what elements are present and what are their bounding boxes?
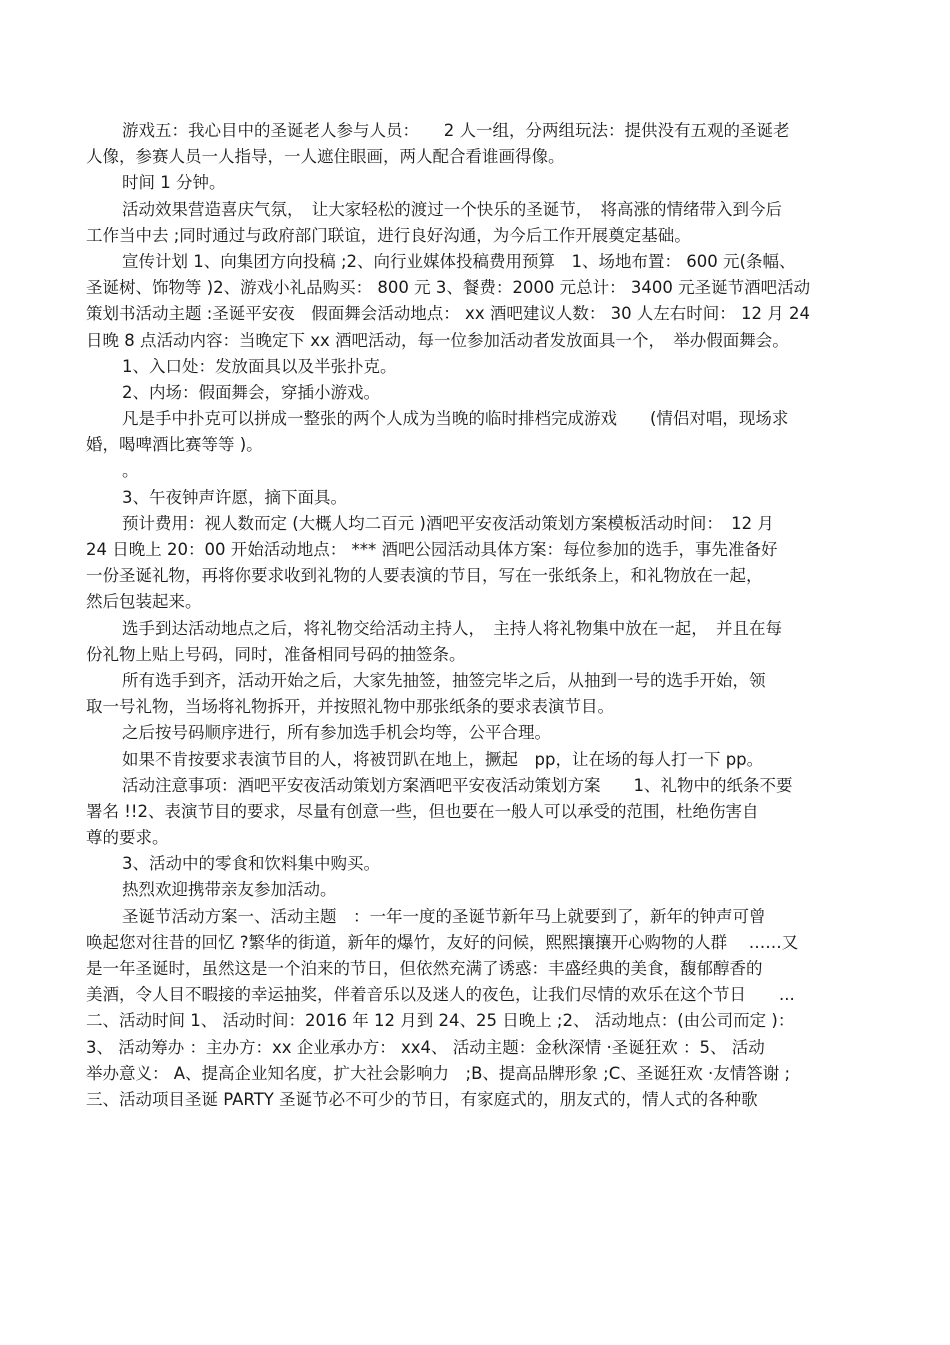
text-line: 1、入口处：发放面具以及半张扑克。: [122, 356, 397, 376]
text-line: 所有选手到齐，活动开始之后，大家先抽签，抽签完毕之后，从抽到一号的选手开始，领: [122, 670, 766, 690]
text-line: 活动效果营造喜庆气氛， 让大家轻松的渡过一个快乐的圣诞节， 将高涨的情绪带入到今后: [122, 199, 782, 219]
text-line: 二、活动时间 1、 活动时间：2016 年 12 月到 24、25 日晚上 ;2、 活动地点：(由公司而定 )：: [86, 1011, 795, 1031]
text-line: 3、 活动筹办 ：主办方：xx 企业承办方： xx4、 活动主题：金秋深情 ·圣诞狂欢 ：5、 活动: [86, 1037, 765, 1057]
text-line: 尊的要求。: [86, 828, 169, 848]
text-line: 时间 1 分钟。: [122, 173, 226, 193]
text-line: 凡是手中扑克可以拼成一整张的两个人成为当晚的临时排档完成游戏 (情侣对唱，现场求: [122, 409, 789, 429]
text-line: 份礼物上贴上号码，同时，准备相同号码的抽签条。: [86, 644, 466, 664]
text-line: 3、午夜钟声许愿，摘下面具。: [122, 487, 347, 507]
text-line: 三、活动项目圣诞 PARTY 圣诞节必不可少的节日，有家庭式的，朋友式的，情人式的各种歌: [86, 1089, 758, 1109]
text-line: 举办意义： A、提高企业知名度，扩大社会影响力 ;B、提高品牌形象 ;C、圣诞狂欢 ·友情答谢 ;: [86, 1063, 791, 1083]
text-line: 宣传计划 1、向集团方向投稿 ;2、向行业媒体投稿费用预算 1、场地布置： 600 元(条幅、: [122, 251, 796, 271]
text-line: 婚，喝啤酒比赛等等 )。: [86, 435, 263, 455]
text-line: 游戏五：我心目中的圣诞老人参与人员： 2 人一组，分两组玩法：提供没有五观的圣诞老: [122, 121, 790, 140]
text-line: 日晚 8 点活动内容：当晚定下 xx 酒吧活动，每一位参加活动者发放面具一个， 举办假面舞会。: [86, 330, 789, 350]
text-line: 3、活动中的零食和饮料集中购买。: [122, 854, 380, 874]
text-line: 工作当中去 ;同时通过与政府部门联谊，进行良好沟通，为今后工作开展奠定基础。: [86, 225, 691, 245]
text-line: 唤起您对往昔的回忆 ?繁华的街道，新年的爆竹，友好的问候，熙熙攘攘开心购物的人群 ……又: [86, 932, 799, 952]
text-line: 圣诞节活动方案一、活动主题 ：一年一度的圣诞节新年马上就要到了，新年的钟声可曾: [122, 906, 766, 926]
text-line: 活动注意事项：酒吧平安夜活动策划方案酒吧平安夜活动策划方案 1、礼物中的纸条不要: [122, 775, 793, 795]
text-line: 热烈欢迎携带亲友参加活动。: [122, 880, 337, 900]
text-line: 然后包装起来。: [86, 592, 202, 612]
document-body: [86, 118, 866, 1113]
text-line: 。: [122, 461, 139, 481]
text-line: 2、内场：假面舞会，穿插小游戏。: [122, 382, 380, 402]
text-line: 人像，参赛人员一人指导，一人遮住眼画，两人配合看谁画得像。: [86, 147, 565, 167]
text-line: 如果不肯按要求表演节目的人，将被罚趴在地上，撅起 pp，让在场的每人打一下 pp。: [122, 749, 764, 769]
text-line: 策划书活动主题 :圣诞平安夜 假面舞会活动地点： xx 酒吧建议人数： 30 人左右时间： 12 月 24: [86, 304, 811, 324]
text-line: 美酒，令人目不暇接的幸运抽奖，伴着音乐以及迷人的夜色，让我们尽情的欢乐在这个节日 ...: [86, 985, 795, 1005]
text-line: 预计费用：视人数而定 (大概人均二百元 )酒吧平安夜活动策划方案模板活动时间： 12 月: [122, 513, 774, 533]
text-line: 选手到达活动地点之后，将礼物交给活动主持人， 主持人将礼物集中放在一起， 并且在每: [122, 618, 782, 638]
text-line: 一份圣诞礼物，再将你要求收到礼物的人要表演的节目，写在一张纸条上，和礼物放在一起，: [86, 566, 763, 586]
text-line: 取一号礼物，当场将礼物拆开，并按照礼物中那张纸条的要求表演节目。: [86, 697, 614, 717]
text-line: 24 日晚上 20：00 开始活动地点： *** 酒吧公园活动具体方案：每位参加的选手，事先准备好: [86, 540, 778, 559]
text-line: 之后按号码顺序进行，所有参加选手机会均等，公平合理。: [122, 723, 551, 743]
text-line: 圣诞树、饰物等 )2、游戏小礼品购买： 800 元 3、餐费：2000 元总计： 3400 元圣诞节酒吧活动: [86, 278, 811, 298]
text-line: 署名 !!2、表演节目的要求，尽量有创意一些，但也要在一般人可以承受的范围，杜绝伤害自: [86, 801, 759, 821]
text-line: 是一年圣诞时，虽然这是一个泊来的节日，但依然充满了诱惑：丰盛经典的美食，馥郁醇香的: [86, 959, 763, 978]
